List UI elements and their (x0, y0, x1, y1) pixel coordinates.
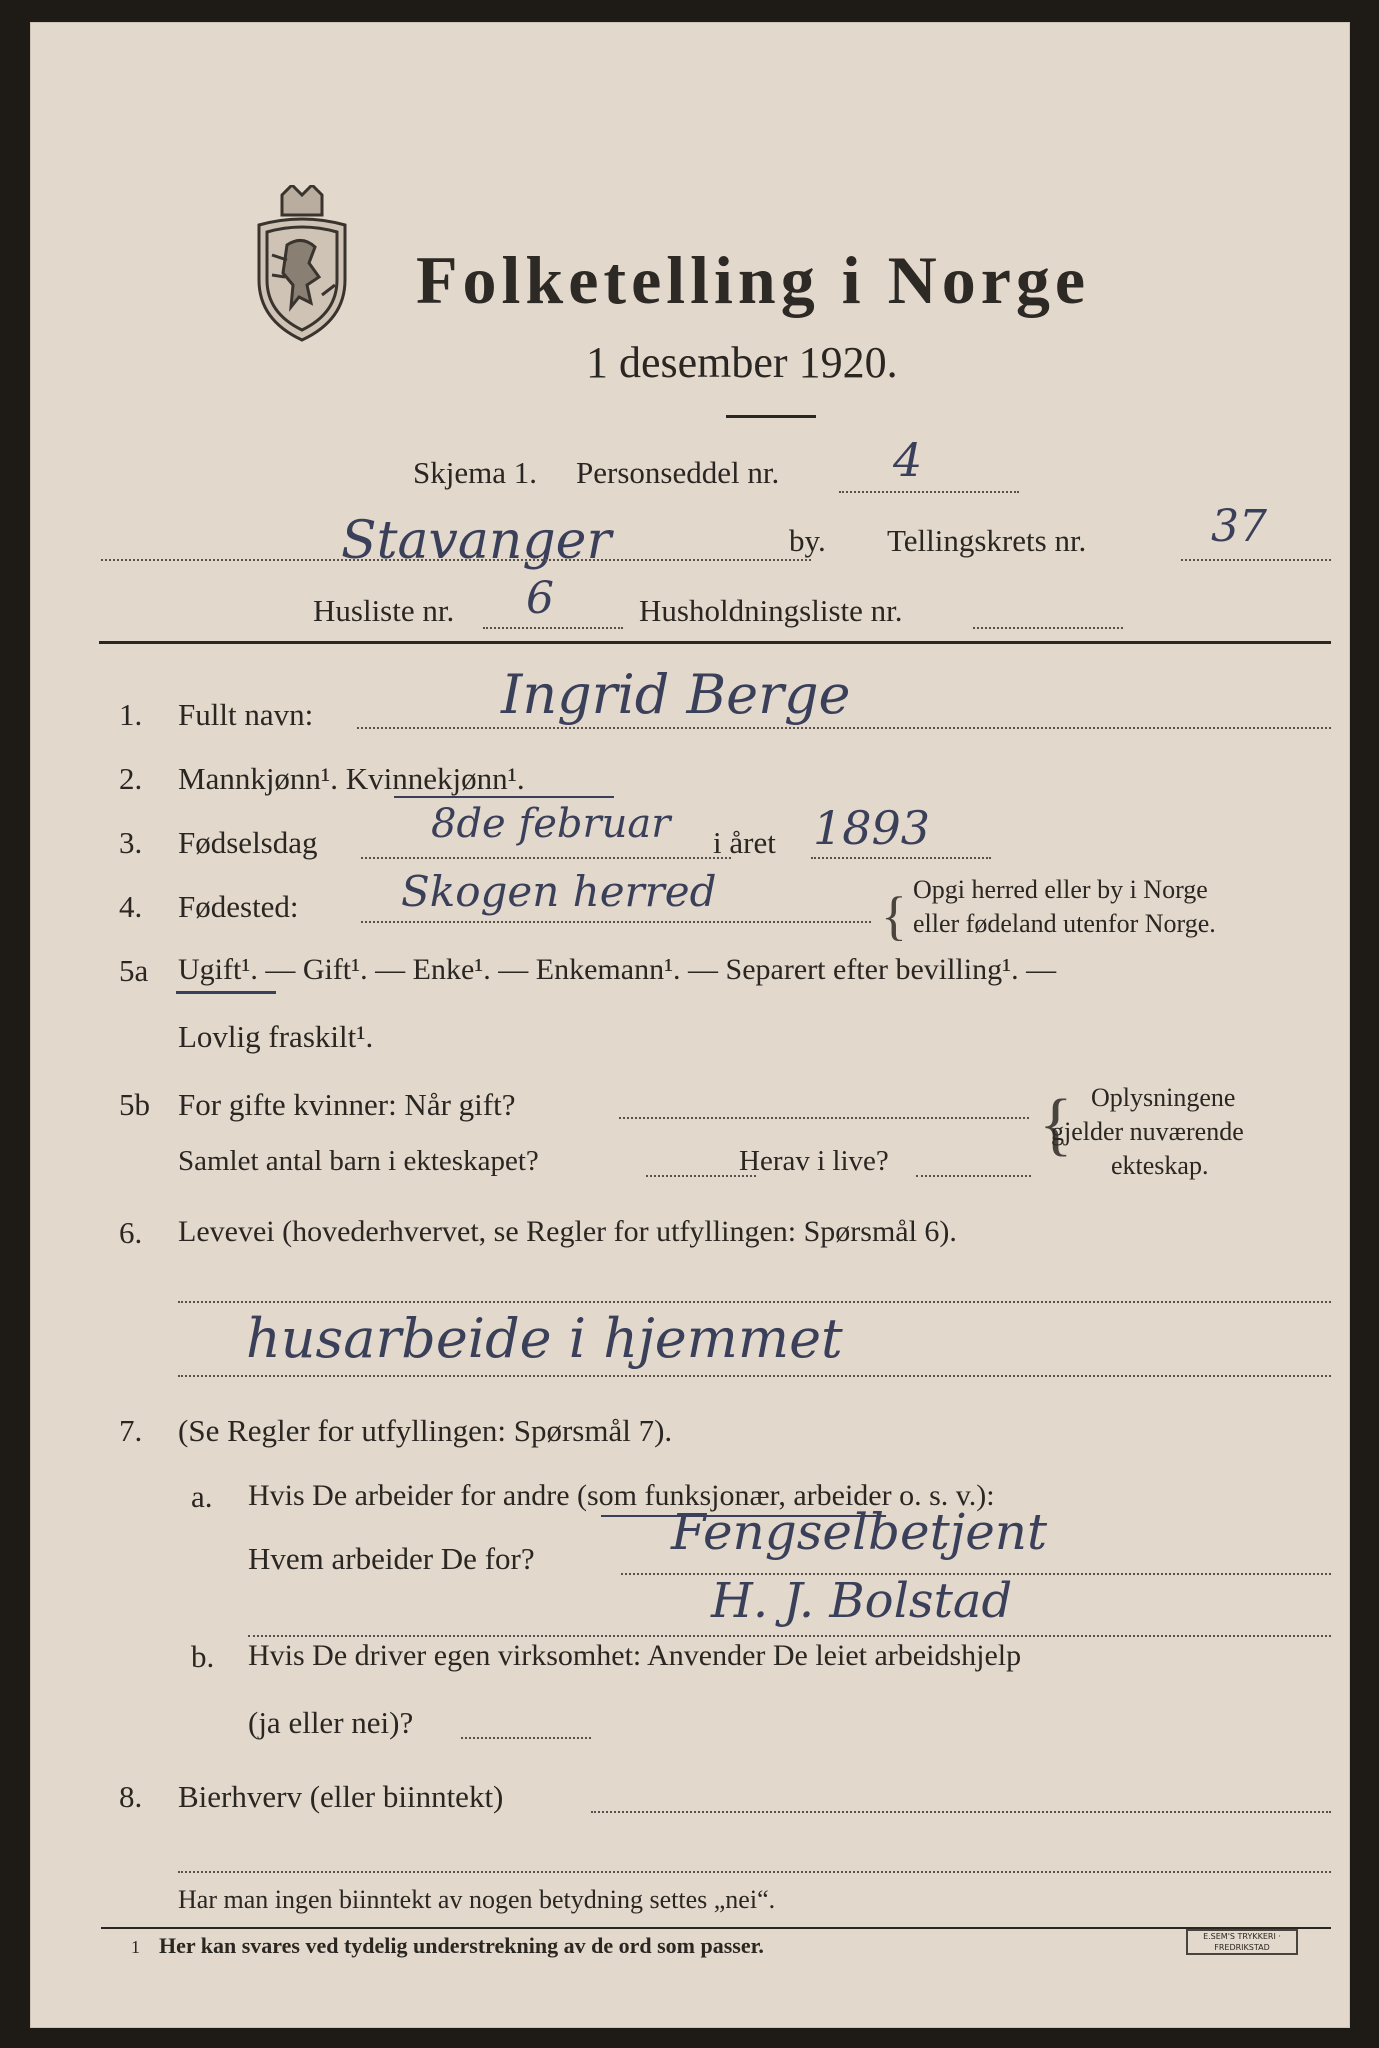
q1-field-line (357, 727, 1331, 729)
census-date: 1 desember 1920. (586, 338, 898, 387)
q5a-number: 5a (119, 953, 149, 988)
q5b-note-line2: gjelder nuværende (1051, 1117, 1244, 1146)
q4-note-line2: eller fødeland utenfor Norge. (913, 909, 1216, 938)
q3-day-field-line (361, 857, 731, 859)
q7-label: (Se Regler for utfyllingen: Spørsmål 7). (178, 1413, 673, 1448)
q1-full-name-value: Ingrid Berge (501, 663, 851, 726)
printer-stamp: E.SEM'S TRYKKERI · FREDRIKSTAD (1186, 1929, 1298, 1955)
q7b-field-line (461, 1737, 591, 1739)
q8-note: Har man ingen biinntekt av nogen betydning settes „nei“. (178, 1885, 776, 1914)
q8-number: 8. (119, 1779, 143, 1814)
q5b-alive-field-line (916, 1175, 1031, 1177)
q4-field-line (361, 921, 871, 923)
husholdningsliste-label: Husholdningsliste nr. (639, 593, 903, 628)
q4-label: Fødested: (178, 889, 299, 924)
footnote-separator (101, 1927, 1331, 1929)
q7-number: 7. (119, 1413, 143, 1448)
q5b-label: For gifte kvinner: Når gift? (178, 1087, 516, 1122)
q3-birthday-value: 8de februar (431, 801, 671, 847)
q5b-note-brace: { (1039, 1086, 1073, 1163)
personseddel-value: 4 (893, 433, 923, 487)
q8-field-line-1 (591, 1811, 1331, 1813)
coat-of-arms-icon (247, 185, 357, 345)
census-form (30, 22, 1350, 2028)
tellingskrets-label: Tellingskrets nr. (887, 523, 1087, 558)
q3-year-label: i året (713, 825, 776, 860)
header-separator (99, 641, 1331, 644)
q3-year-value: 1893 (813, 801, 931, 855)
footnote-text: Her kan svares ved tydelig understrekning av de ord som passer. (159, 1933, 764, 1958)
tellingskrets-value: 37 (1211, 501, 1267, 552)
q5a-options: Ugift¹. — Gift¹. — Enke¹. — Enkemann¹. — Separert efter bevilling¹. — (178, 953, 1057, 986)
q7a-label: Hvis De arbeider for andre (som funksjonær, arbeider o. s. v.): (248, 1479, 995, 1512)
q5b-married-field-line (619, 1117, 1029, 1119)
q8-label: Bierhverv (eller biinntekt) (178, 1779, 504, 1814)
q7a-letter: a. (191, 1479, 213, 1514)
personseddel-field-line (839, 491, 1019, 493)
footnote-mark: 1 (131, 1937, 140, 1957)
q6-field-line-1 (178, 1301, 1331, 1303)
q5b-number: 5b (119, 1087, 150, 1122)
city-value: Stavanger (341, 511, 612, 571)
city-field-line (101, 559, 811, 561)
q3-number: 3. (119, 825, 143, 860)
q5a-underline-ugift (176, 991, 276, 994)
q1-label: Fullt navn: (178, 697, 314, 732)
q7a-question: Hvem arbeider De for? (248, 1541, 535, 1576)
q7b-letter: b. (191, 1639, 215, 1674)
q7a-field-line-2 (248, 1635, 1331, 1637)
q6-occupation-value: husarbeide i hjemmet (246, 1307, 843, 1370)
q6-field-line-2 (178, 1375, 1331, 1377)
q2-number: 2. (119, 761, 143, 796)
husliste-value: 6 (526, 573, 554, 624)
husliste-label: Husliste nr. (313, 593, 455, 628)
q6-label: Levevei (hovederhvervet, se Regler for utfyllingen: Spørsmål 6). (178, 1215, 957, 1248)
q2-label: Mannkjønn¹. Kvinnekjønn¹. (178, 761, 525, 796)
personseddel-label: Personseddel nr. (576, 455, 780, 490)
q2-underline-kvinnekjonn (394, 796, 614, 798)
q8-field-line-2 (178, 1871, 1331, 1873)
husliste-field-line (483, 627, 623, 629)
q7b-question: (ja eller nei)? (248, 1705, 414, 1740)
q5b-children-label: Samlet antal barn i ekteskapet? (178, 1145, 539, 1177)
q1-number: 1. (119, 697, 143, 732)
q5b-note-line1: Oplysningene (1091, 1083, 1236, 1112)
by-label: by. (789, 523, 826, 558)
q7a-employer-value-1: Fengselbetjent (671, 1503, 1048, 1561)
q7b-label: Hvis De driver egen virksomhet: Anvender De leiet arbeidshjelp (248, 1639, 1022, 1672)
q5b-note-line3: ekteskap. (1111, 1151, 1209, 1180)
q5b-alive-label: Herav i live? (739, 1145, 889, 1177)
q4-note-line1: Opgi herred eller by i Norge (913, 875, 1208, 904)
title-divider (726, 415, 816, 418)
q6-number: 6. (119, 1215, 143, 1250)
q4-note-brace: { (881, 886, 907, 946)
q4-number: 4. (119, 889, 143, 924)
tellingskrets-field-line (1181, 559, 1331, 561)
q4-birthplace-value: Skogen herred (401, 867, 717, 916)
q3-year-field-line (811, 857, 991, 859)
form-title: Folketelling i Norge (416, 242, 1091, 318)
q7a-employer-value-2: H. J. Bolstad (711, 1573, 1013, 1629)
husholdningsliste-field-line (973, 627, 1123, 629)
q5a-options-line2: Lovlig fraskilt¹. (178, 1019, 374, 1054)
skjema-label: Skjema 1. (413, 455, 537, 490)
q3-label: Fødselsdag (178, 825, 318, 860)
